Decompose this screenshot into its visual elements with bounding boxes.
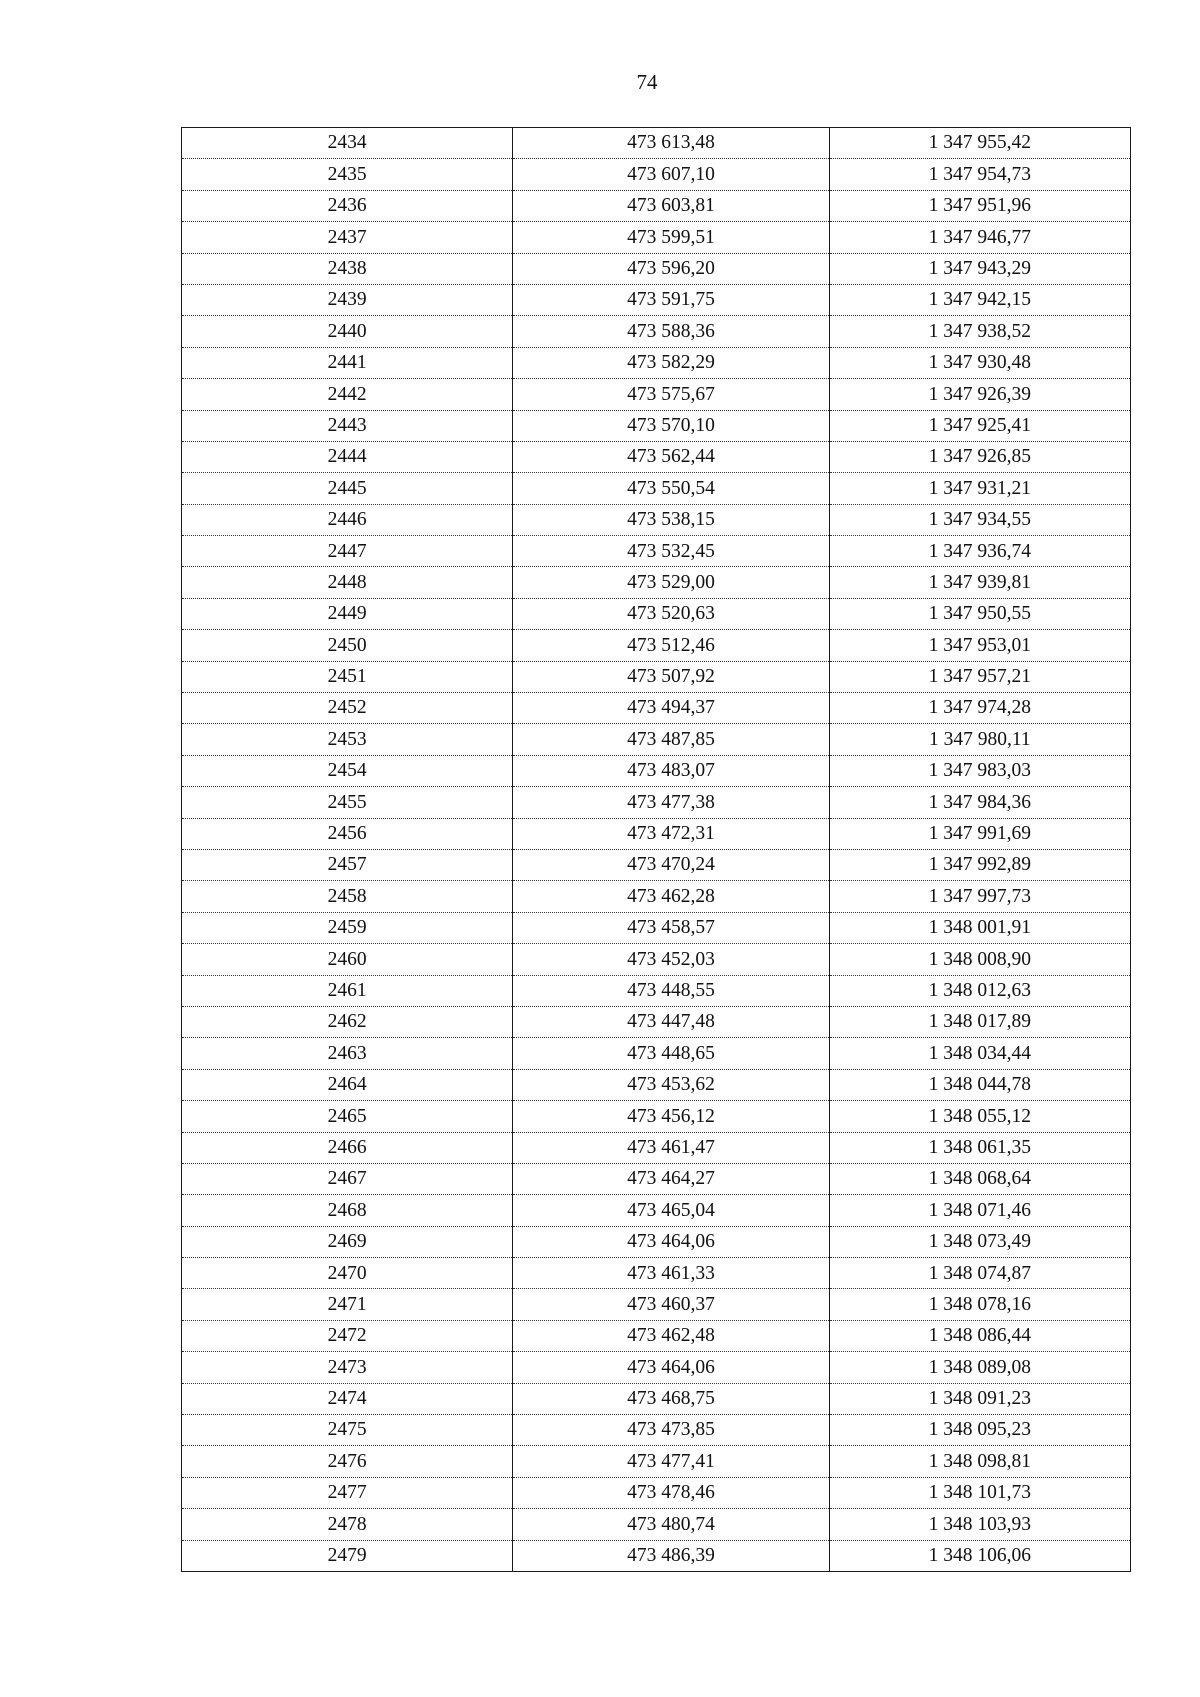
table-row — [182, 1226, 1131, 1257]
point-number-cell: 2468 — [182, 1195, 513, 1226]
table-row — [182, 1509, 1131, 1540]
x-coordinate-cell: 473 480,74 — [513, 1509, 829, 1540]
point-number-cell: 2444 — [182, 441, 513, 472]
y-coordinate-cell: 1 348 001,91 — [829, 912, 1130, 943]
page-number: 74 — [636, 70, 658, 94]
point-number-cell: 2467 — [182, 1163, 513, 1194]
y-coordinate-cell: 1 347 951,96 — [829, 190, 1130, 221]
coordinates-table — [181, 127, 1131, 1572]
table-row — [182, 1101, 1131, 1132]
y-coordinate-cell: 1 348 034,44 — [829, 1038, 1130, 1069]
x-coordinate-cell: 473 582,29 — [513, 347, 829, 378]
point-number-cell: 2463 — [182, 1038, 513, 1069]
table-row — [182, 849, 1131, 880]
x-coordinate-cell: 473 461,33 — [513, 1258, 829, 1289]
y-coordinate-cell: 1 347 954,73 — [829, 159, 1130, 190]
x-coordinate-cell: 473 478,46 — [513, 1477, 829, 1508]
coordinates-table-body — [182, 128, 1131, 1572]
point-number-cell: 2440 — [182, 316, 513, 347]
y-coordinate-cell: 1 348 086,44 — [829, 1320, 1130, 1351]
x-coordinate-cell: 473 461,47 — [513, 1132, 829, 1163]
x-coordinate-cell: 473 487,85 — [513, 724, 829, 755]
point-number-cell: 2464 — [182, 1069, 513, 1100]
table-row — [182, 159, 1131, 190]
table-row — [182, 661, 1131, 692]
x-coordinate-cell: 473 456,12 — [513, 1101, 829, 1132]
y-coordinate-cell: 1 347 980,11 — [829, 724, 1130, 755]
point-number-cell: 2472 — [182, 1320, 513, 1351]
x-coordinate-cell: 473 575,67 — [513, 379, 829, 410]
x-coordinate-cell: 473 486,39 — [513, 1540, 829, 1571]
table-row — [182, 1163, 1131, 1194]
point-number-cell: 2473 — [182, 1352, 513, 1383]
table-row — [182, 818, 1131, 849]
x-coordinate-cell: 473 599,51 — [513, 222, 829, 253]
point-number-cell: 2438 — [182, 253, 513, 284]
table-row — [182, 1415, 1131, 1446]
x-coordinate-cell: 473 473,85 — [513, 1415, 829, 1446]
y-coordinate-cell: 1 347 957,21 — [829, 661, 1130, 692]
point-number-cell: 2460 — [182, 944, 513, 975]
x-coordinate-cell: 473 512,46 — [513, 630, 829, 661]
table-row — [182, 724, 1131, 755]
point-number-cell: 2459 — [182, 912, 513, 943]
table-row — [182, 693, 1131, 724]
table-row — [182, 379, 1131, 410]
x-coordinate-cell: 473 477,38 — [513, 787, 829, 818]
x-coordinate-cell: 473 550,54 — [513, 473, 829, 504]
x-coordinate-cell: 473 460,37 — [513, 1289, 829, 1320]
x-coordinate-cell: 473 472,31 — [513, 818, 829, 849]
y-coordinate-cell: 1 347 992,89 — [829, 849, 1130, 880]
table-row — [182, 253, 1131, 284]
x-coordinate-cell: 473 458,57 — [513, 912, 829, 943]
point-number-cell: 2461 — [182, 975, 513, 1006]
x-coordinate-cell: 473 532,45 — [513, 536, 829, 567]
table-row — [182, 473, 1131, 504]
table-row — [182, 1289, 1131, 1320]
x-coordinate-cell: 473 453,62 — [513, 1069, 829, 1100]
point-number-cell: 2469 — [182, 1226, 513, 1257]
point-number-cell: 2466 — [182, 1132, 513, 1163]
y-coordinate-cell: 1 347 938,52 — [829, 316, 1130, 347]
x-coordinate-cell: 473 452,03 — [513, 944, 829, 975]
point-number-cell: 2450 — [182, 630, 513, 661]
y-coordinate-cell: 1 348 103,93 — [829, 1509, 1130, 1540]
table-row — [182, 598, 1131, 629]
y-coordinate-cell: 1 347 955,42 — [829, 128, 1130, 159]
y-coordinate-cell: 1 347 946,77 — [829, 222, 1130, 253]
point-number-cell: 2474 — [182, 1383, 513, 1414]
y-coordinate-cell: 1 348 055,12 — [829, 1101, 1130, 1132]
y-coordinate-cell: 1 347 939,81 — [829, 567, 1130, 598]
y-coordinate-cell: 1 348 106,06 — [829, 1540, 1130, 1571]
x-coordinate-cell: 473 607,10 — [513, 159, 829, 190]
point-number-cell: 2455 — [182, 787, 513, 818]
x-coordinate-cell: 473 464,06 — [513, 1226, 829, 1257]
y-coordinate-cell: 1 348 073,49 — [829, 1226, 1130, 1257]
point-number-cell: 2465 — [182, 1101, 513, 1132]
y-coordinate-cell: 1 347 931,21 — [829, 473, 1130, 504]
point-number-cell: 2478 — [182, 1509, 513, 1540]
table-row — [182, 630, 1131, 661]
table-row — [182, 567, 1131, 598]
table-row — [182, 1132, 1131, 1163]
point-number-cell: 2448 — [182, 567, 513, 598]
y-coordinate-cell: 1 347 942,15 — [829, 284, 1130, 315]
y-coordinate-cell: 1 348 044,78 — [829, 1069, 1130, 1100]
y-coordinate-cell: 1 348 074,87 — [829, 1258, 1130, 1289]
x-coordinate-cell: 473 538,15 — [513, 504, 829, 535]
table-row — [182, 1540, 1131, 1571]
table-row — [182, 975, 1131, 1006]
point-number-cell: 2470 — [182, 1258, 513, 1289]
point-number-cell: 2435 — [182, 159, 513, 190]
point-number-cell: 2479 — [182, 1540, 513, 1571]
point-number-cell: 2441 — [182, 347, 513, 378]
point-number-cell: 2434 — [182, 128, 513, 159]
point-number-cell: 2447 — [182, 536, 513, 567]
x-coordinate-cell: 473 447,48 — [513, 1006, 829, 1037]
y-coordinate-cell: 1 348 095,23 — [829, 1415, 1130, 1446]
x-coordinate-cell: 473 591,75 — [513, 284, 829, 315]
x-coordinate-cell: 473 464,27 — [513, 1163, 829, 1194]
point-number-cell: 2443 — [182, 410, 513, 441]
y-coordinate-cell: 1 347 997,73 — [829, 881, 1130, 912]
x-coordinate-cell: 473 570,10 — [513, 410, 829, 441]
point-number-cell: 2452 — [182, 693, 513, 724]
table-row — [182, 410, 1131, 441]
table-row — [182, 1258, 1131, 1289]
table-row — [182, 787, 1131, 818]
y-coordinate-cell: 1 347 926,39 — [829, 379, 1130, 410]
y-coordinate-cell: 1 347 926,85 — [829, 441, 1130, 472]
table-row — [182, 284, 1131, 315]
table-row — [182, 347, 1131, 378]
point-number-cell: 2454 — [182, 755, 513, 786]
table-row — [182, 1038, 1131, 1069]
x-coordinate-cell: 473 588,36 — [513, 316, 829, 347]
table-row — [182, 1320, 1131, 1351]
x-coordinate-cell: 473 603,81 — [513, 190, 829, 221]
point-number-cell: 2462 — [182, 1006, 513, 1037]
table-row — [182, 1006, 1131, 1037]
y-coordinate-cell: 1 348 071,46 — [829, 1195, 1130, 1226]
point-number-cell: 2475 — [182, 1415, 513, 1446]
y-coordinate-cell: 1 348 061,35 — [829, 1132, 1130, 1163]
table-row — [182, 1477, 1131, 1508]
point-number-cell: 2449 — [182, 598, 513, 629]
point-number-cell: 2437 — [182, 222, 513, 253]
y-coordinate-cell: 1 348 017,89 — [829, 1006, 1130, 1037]
y-coordinate-cell: 1 347 943,29 — [829, 253, 1130, 284]
y-coordinate-cell: 1 348 068,64 — [829, 1163, 1130, 1194]
table-row — [182, 190, 1131, 221]
x-coordinate-cell: 473 494,37 — [513, 693, 829, 724]
table-row — [182, 441, 1131, 472]
table-row — [182, 755, 1131, 786]
x-coordinate-cell: 473 464,06 — [513, 1352, 829, 1383]
table-row — [182, 128, 1131, 159]
x-coordinate-cell: 473 448,55 — [513, 975, 829, 1006]
x-coordinate-cell: 473 562,44 — [513, 441, 829, 472]
y-coordinate-cell: 1 348 101,73 — [829, 1477, 1130, 1508]
point-number-cell: 2471 — [182, 1289, 513, 1320]
table-row — [182, 536, 1131, 567]
x-coordinate-cell: 473 448,65 — [513, 1038, 829, 1069]
x-coordinate-cell: 473 468,75 — [513, 1383, 829, 1414]
y-coordinate-cell: 1 348 012,63 — [829, 975, 1130, 1006]
y-coordinate-cell: 1 347 936,74 — [829, 536, 1130, 567]
point-number-cell: 2453 — [182, 724, 513, 755]
table-row — [182, 1383, 1131, 1414]
point-number-cell: 2456 — [182, 818, 513, 849]
x-coordinate-cell: 473 465,04 — [513, 1195, 829, 1226]
x-coordinate-cell: 473 470,24 — [513, 849, 829, 880]
y-coordinate-cell: 1 347 950,55 — [829, 598, 1130, 629]
y-coordinate-cell: 1 348 098,81 — [829, 1446, 1130, 1477]
point-number-cell: 2439 — [182, 284, 513, 315]
point-number-cell: 2457 — [182, 849, 513, 880]
point-number-cell: 2446 — [182, 504, 513, 535]
table-row — [182, 1069, 1131, 1100]
table-row — [182, 1352, 1131, 1383]
table-row — [182, 912, 1131, 943]
x-coordinate-cell: 473 462,48 — [513, 1320, 829, 1351]
y-coordinate-cell: 1 348 008,90 — [829, 944, 1130, 975]
table-row — [182, 1446, 1131, 1477]
table-row — [182, 944, 1131, 975]
point-number-cell: 2458 — [182, 881, 513, 912]
y-coordinate-cell: 1 348 078,16 — [829, 1289, 1130, 1320]
x-coordinate-cell: 473 596,20 — [513, 253, 829, 284]
x-coordinate-cell: 473 507,92 — [513, 661, 829, 692]
x-coordinate-cell: 473 529,00 — [513, 567, 829, 598]
table-row — [182, 1195, 1131, 1226]
point-number-cell: 2436 — [182, 190, 513, 221]
point-number-cell: 2477 — [182, 1477, 513, 1508]
point-number-cell: 2451 — [182, 661, 513, 692]
point-number-cell: 2445 — [182, 473, 513, 504]
point-number-cell: 2442 — [182, 379, 513, 410]
y-coordinate-cell: 1 347 930,48 — [829, 347, 1130, 378]
point-number-cell: 2476 — [182, 1446, 513, 1477]
x-coordinate-cell: 473 483,07 — [513, 755, 829, 786]
x-coordinate-cell: 473 477,41 — [513, 1446, 829, 1477]
x-coordinate-cell: 473 613,48 — [513, 128, 829, 159]
table-row — [182, 881, 1131, 912]
y-coordinate-cell: 1 347 934,55 — [829, 504, 1130, 535]
y-coordinate-cell: 1 347 983,03 — [829, 755, 1130, 786]
table-row — [182, 504, 1131, 535]
y-coordinate-cell: 1 347 953,01 — [829, 630, 1130, 661]
y-coordinate-cell: 1 348 091,23 — [829, 1383, 1130, 1414]
y-coordinate-cell: 1 347 984,36 — [829, 787, 1130, 818]
table-row — [182, 222, 1131, 253]
y-coordinate-cell: 1 347 925,41 — [829, 410, 1130, 441]
table-row — [182, 316, 1131, 347]
x-coordinate-cell: 473 462,28 — [513, 881, 829, 912]
x-coordinate-cell: 473 520,63 — [513, 598, 829, 629]
y-coordinate-cell: 1 347 974,28 — [829, 693, 1130, 724]
y-coordinate-cell: 1 347 991,69 — [829, 818, 1130, 849]
y-coordinate-cell: 1 348 089,08 — [829, 1352, 1130, 1383]
